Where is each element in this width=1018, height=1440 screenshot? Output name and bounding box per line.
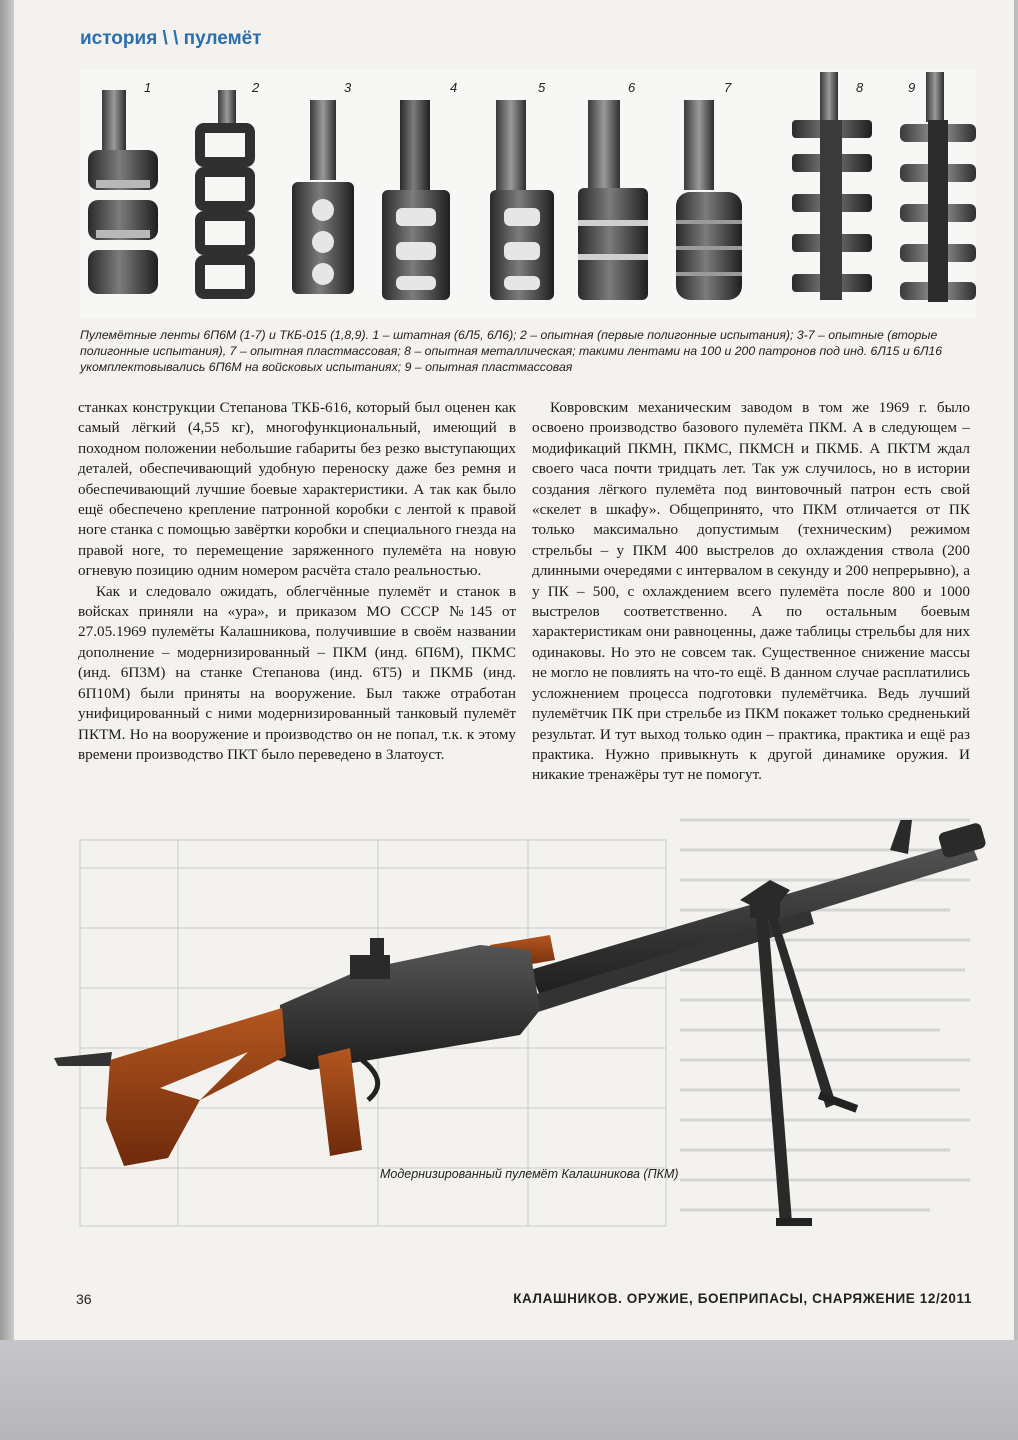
belts-caption: Пулемётные ленты 6П6М (1-7) и ТКБ-015 (1,8,9). 1 – штатная (6Л5, 6Л6); 2 – опытная (первые полигонные испытания); 3-7 – опытные (вторые полигонные испытания), 7 – опытная пластмассовая; 8 – опытная металлическая; такими лентами на 100 и 200 патронов под инд. 6Л15 и 6Л16 укомплектовывались 6П6М на войсковых испытаниях; 9 – опытная пластмассовая — [80, 328, 943, 374]
section-title: история \ \ пулемёт — [80, 28, 262, 49]
belt-label-4: 4 — [450, 80, 458, 95]
article-paragraph: станках конструкции Степанова ТКБ-616, который был оценен как самый лёгкий (4,55 кг), многофункциональный, имеющий в походном положении небольшие габариты без резко выступающих деталей, обеспечивающий удобную переноску даже без ремня и обеспечивающий лучшие боевые характеристики. А так как было ещё обеспечено крепление патронной коробки с лентой к правой ноге станка с помощью завёртки коробки и специального гнезда на правой ноге, то перемещение заряженного пулемёта на новую огневую позицию одним номером расчёта стало реальностью. — [78, 399, 516, 580]
belt-label-6: 6 — [628, 80, 636, 95]
belt-label-3: 3 — [344, 80, 352, 95]
article-paragraph: Как и следовало ожидать, облегчённые пулемёт и станок в войсках приняли на «ура», и приказом МО СССР №145 от 27.05.1969 пулемёты Калашникова, получившие в своём названии дополнение – модернизированный – ПКМ (инд. 6П6М), ПКМС (инд. 6П3М) на станке Степанова (инд. 6Т5) и ПКМБ (инд. 6П10М) были приняты на вооружение. Был также отработан унифицированный с ними модернизированный танковый пулемёт ПКТМ. Но на вооружение и производство он не попал, т.к. к этому времени производство ПКТ было переведено в Златоуст. — [78, 582, 516, 763]
scan-background — [0, 1340, 1018, 1440]
belts-photo — [80, 70, 976, 318]
belts-illustration — [80, 70, 976, 318]
article-right-column — [532, 398, 970, 786]
article-paragraph: Ковровским механическим заводом в том же 1969 г. было освоено производство базового пулемёта ПКМ. А в следующем – модификаций ПКМН, ПКМС, ПКМСН и ПКМБ. А ПКТМ ждал своего часа почти тридцать лет. Так уж случилось, но в истории создания лёгкого пулемёта под винтовочный патрон есть свой «скелет в шкафу». Общепринято, что ПКМ отличается от ПК только максимально допустимым (техническим) режимом стрельбы – у ПКМ 400 выстрелов до охлаждения ствола (200 длинными очередями с интервалом в секунду и 200 непрерывно), а у ПК – 500, с охлаждением всего пулемёта после 800 и 1000 выстрелов соответственно. А по остальным боевым характеристикам они равноценны, даже таблицы стрельбы для них одинаковы. Но это не совсем так. Существенное снижение массы не могло не повлиять на что-то ещё. В данном случае расплатились усложнением процесса подготовки пулемётчика. Ведь лучший пулемётчик ПК при стрельбе из ПКМ покажет только средненький результат. И тут выход только один – практика, практика и ещё раз практика. Нужно привыкнуть к другой динамике оружия. И никакие тренажёры тут не помогут. — [532, 399, 970, 784]
belt-label-7: 7 — [724, 80, 732, 95]
magazine-title: КАЛАШНИКОВ. ОРУЖИЕ, БОЕПРИПАСЫ, СНАРЯЖЕНИЕ 12/2011 — [513, 1291, 972, 1306]
page-number: 36 — [76, 1291, 92, 1307]
belt-label-2: 2 — [252, 80, 260, 95]
article-left-column — [78, 398, 516, 765]
belt-label-5: 5 — [538, 80, 546, 95]
belt-label-8: 8 — [856, 80, 864, 95]
belt-label-1: 1 — [144, 80, 152, 95]
belt-label-9: 9 — [908, 80, 916, 95]
pkm-caption: Модернизированный пулемёт Калашникова (ПКМ) — [380, 1167, 679, 1181]
